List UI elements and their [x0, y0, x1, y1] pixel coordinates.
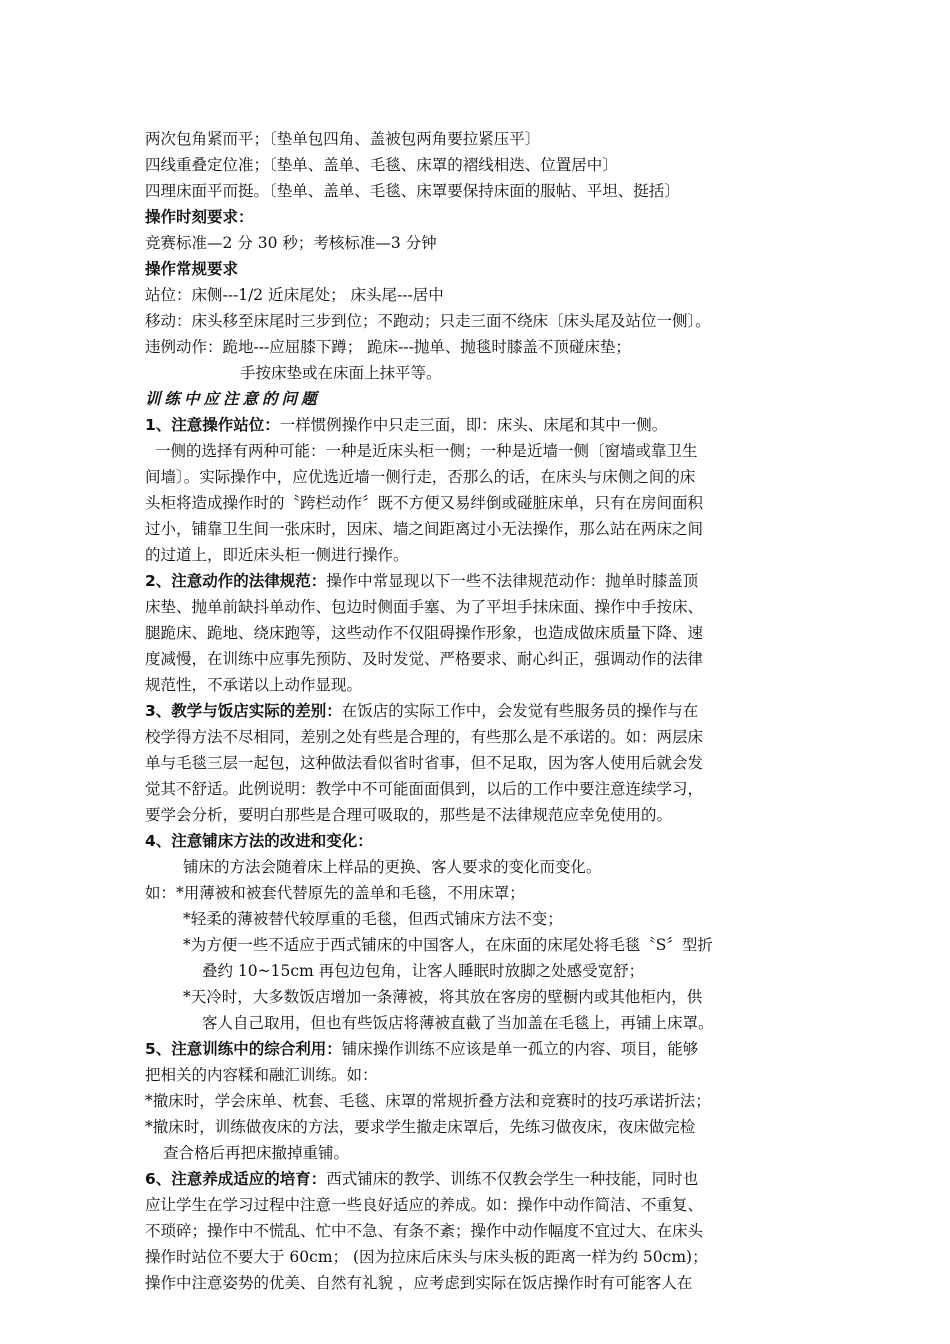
text-line: *撤床时，训练做夜床的方法，要求学生撤走床罩后，先练习做夜床，夜床做完检 — [145, 1118, 696, 1136]
text-line: 规范性，不承诺以上动作显现。 — [145, 676, 363, 694]
text-line: 叠约 10~15cm 再包边包角，让客人睡眠时放脚之处感受宽舒； — [202, 962, 645, 980]
text-line: 不琐碎；操作中不慌乱、忙中不急、有条不紊；操作中动作幅度不宜过大、在床头 — [145, 1222, 704, 1240]
text-line: 头柜将造成操作时的〝跨栏动作〞既不方便又易绊倒或碰脏床单，只有在房间面积 — [145, 494, 704, 512]
point-heading: 6、注意养成适应的培育： — [145, 1170, 327, 1188]
text-line: 违例动作：跪地---应屈膝下蹲； 跪床---抛单、抛毯时膝盖不顶碰床垫； — [145, 338, 631, 356]
text-span: 在饭店的实际工作中，会发觉有些服务员的操作与在 — [341, 702, 699, 720]
text-line: 站位：床侧---1/2 近床尾处； 床头尾---居中 — [145, 286, 444, 304]
paragraph-line — [145, 1036, 698, 1062]
text-line: 床垫、抛单前缺抖单动作、包边时侧面手塞、为了平坦手抹床面、操作中手按床、 — [145, 598, 704, 616]
text-line: *天冷时，大多数饭店增加一条薄被，将其放在客房的壁橱内或其他柜内，供 — [183, 988, 703, 1006]
text-line: 竞赛标准—2 分 30 秒；考核标准—3 分钟 — [145, 234, 437, 252]
paragraph-line — [145, 568, 698, 594]
text-line: 度减慢，在训练中应事先预防、及时发觉、严格要求、耐心纠正，强调动作的法律 — [145, 650, 704, 668]
text-line: 铺床的方法会随着床上样品的更换、客人要求的变化而变化。 — [183, 858, 602, 876]
point-heading: 2、注意动作的法律规范： — [145, 572, 327, 590]
text-span: 一样惯例操作中只走三面，即：床头、床尾和其中一侧。 — [279, 416, 668, 434]
text-line: 一侧的选择有两种可能：一种是近床头柜一侧；一种是近墙一侧〔窗墙或靠卫生 — [155, 442, 698, 460]
paragraph-line — [145, 828, 373, 854]
text-line: 客人自己取用，但也有些饭店将薄被直截了当加盖在毛毯上，再铺上床罩。 — [202, 1014, 714, 1032]
text-line: 四线重叠定位准；〔垫单、盖单、毛毯、床罩的褶线相迭、位置居中〕 — [145, 156, 618, 174]
section-heading: 操作时刻要求： — [145, 208, 254, 226]
point-heading: 4、注意铺床方法的改进和变化： — [145, 832, 373, 850]
point-heading: 5、注意训练中的综合利用： — [145, 1040, 342, 1058]
text-line: *撤床时，学会床单、枕套、毛毯、床罩的常规折叠方法和竞赛时的技巧承诺折法； — [145, 1092, 711, 1110]
point-heading: 3、教学与饭店实际的差别： — [145, 702, 342, 720]
section-heading: 操作常规要求 — [145, 260, 239, 278]
section-title: 训练中应注意的问题 — [145, 389, 321, 408]
text-line: 间墙〕。实际操作中，应优选近墙一侧行走，否那么的话，在床头与床侧之间的床 — [145, 468, 696, 486]
paragraph-line — [145, 698, 698, 724]
text-span: 操作中常显现以下一些不法律规范动作：抛单时膝盖顶 — [326, 572, 699, 590]
text-line: 单与毛毯三层一起包，这种做法看似省时省事，但不足取，因为客人使用后就会发 — [145, 754, 704, 772]
text-line: *为方便一些不适应于西式铺床的中国客人，在床面的床尾处将毛毯〝S〞型折 — [183, 936, 713, 954]
paragraph-line — [145, 1166, 698, 1192]
text-line: 如：*用薄被和被套代替原先的盖单和毛毯，不用床罩； — [145, 884, 525, 902]
text-line: 觉其不舒适。此例说明：教学中不可能面面俱到，以后的工作中要注意连续学习， — [145, 780, 704, 798]
text-line: 两次包角紧而平；〔垫单包四角、盖被包两角要拉紧压平〕 — [145, 130, 541, 148]
text-line: 的过道上，即近床头柜一侧进行操作。 — [145, 546, 409, 564]
text-line: 腿跪床、跪地、绕床跑等，这些动作不仅阻碍操作形象，也造成做床质量下降、速 — [145, 624, 704, 642]
text-line: 过小，铺靠卫生间一张床时，因床、墙之间距离过小无法操作，那么站在两床之间 — [145, 520, 704, 538]
text-line: 校学得方法不尽相同，差别之处有些是合理的，有些那么是不承诺的。如：两层床 — [145, 728, 704, 746]
text-line: 应让学生在学习过程中注意一些良好适应的养成。如：操作中动作简洁、不重复、 — [145, 1196, 704, 1214]
text-span: 铺床操作训练不应该是单一孤立的内容、项目，能够 — [341, 1040, 699, 1058]
text-line: 查合格后再把床撤掉重铺。 — [163, 1144, 350, 1162]
text-line: *轻柔的薄被替代较厚重的毛毯，但西式铺床方法不变； — [183, 910, 563, 928]
text-line: 移动：床头移至床尾时三步到位；不跑动；只走三面不绕床〔床头尾及站位一侧〕。 — [145, 312, 711, 330]
text-line: 手按床垫或在床面上抹平等。 — [240, 364, 442, 382]
text-line: 四理床面平而挺。〔垫单、盖单、毛毯、床罩要保持床面的服帖、平坦、挺括〕 — [145, 182, 680, 200]
text-span: 西式铺床的教学、训练不仅教会学生一种技能，同时也 — [326, 1170, 699, 1188]
paragraph-line — [145, 412, 667, 438]
text-line: 操作中注意姿势的优美、自然有礼貌 ，应考虑到实际在饭店操作时有可能客人在 — [145, 1274, 693, 1292]
text-line: 把相关的内容糅和融汇训练。如： — [145, 1066, 378, 1084]
text-line: 要学会分析，要明白那些是合理可吸取的，那些是不法律规范应幸免使用的。 — [145, 806, 673, 824]
text-line: 操作时站位不要大于 60cm； (因为拉床后床头与床头板的距离一样为约 50cm)； — [145, 1248, 708, 1266]
point-heading: 1、注意操作站位： — [145, 416, 280, 434]
